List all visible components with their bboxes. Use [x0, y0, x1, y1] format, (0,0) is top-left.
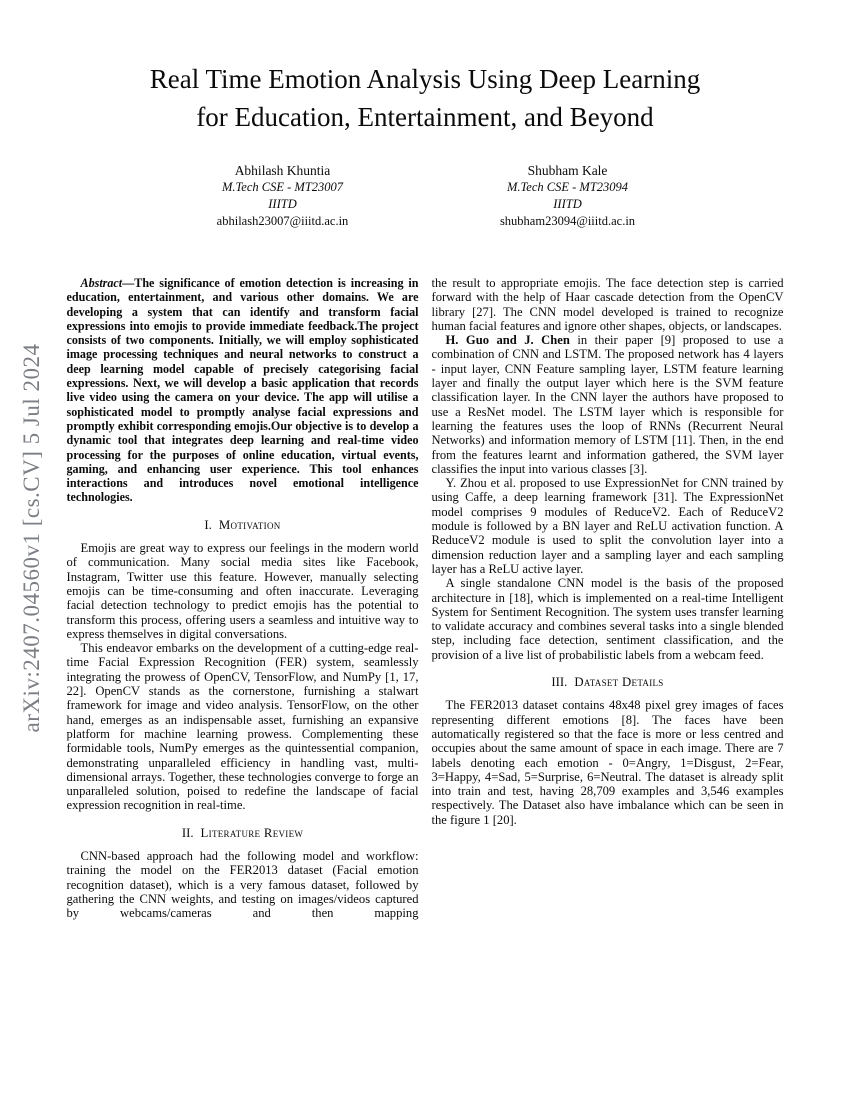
literature-paragraph-standalone: A single standalone CNN model is the basis of the proposed architecture in [18], which is implemented on a real-time Intelligent System for Sentiment Recognition. The system uses transfer learning to validate accuracy and combines several tasks into a single blended step, including face detection, sentiment classification, and the provision of a live list of probabilistic labels from a webcam feed.	[431, 576, 784, 662]
section-number: III.	[551, 675, 568, 690]
section-title: Literature Review	[200, 825, 304, 840]
author-1	[140, 162, 425, 230]
literature-guo-text: in their paper [9] proposed to use a combination of CNN and LSTM. The proposed network has 4 layers - input layer, CNN Feature sampling layer, LSTM feature learning layer and finally the output layer which here is the SVM feature classification layer. In the CNN layer the authors have proposed to use a ResNet model. The LSTM layer which is responsible for learning the features uses the loop of RNNs (Recurrent Neural Networks) and information memory of LSTM [11]. Then, in the end from the features learnt and information gathered, the SVM layer classifies the input into various classes [3].	[431, 333, 784, 476]
author-2-affiliation: IIITD	[553, 197, 582, 211]
dataset-paragraph-1: The FER2013 dataset contains 48x48 pixel grey images of faces representing different emotions [8]. The faces have been automatically registered so that the face is more or less centred and occupies about the same amount of space in each image. There are 7 labels denoting each emotion - 0=Angry, 1=Disgust, 2=Fear, 3=Happy, 4=Sad, 5=Surprise, 6=Neutral. The dataset is already split into train and test, having 28,709 examples and 3,546 examples respectively. The Dataset also have imbalance which can be seen in the figure 1 [20].	[431, 698, 784, 827]
paper-title	[0, 0, 850, 136]
author-2-name: Shubham Kale	[527, 163, 608, 178]
author-block	[0, 162, 850, 230]
section-heading-literature	[67, 826, 419, 840]
abstract-paragraph	[67, 276, 419, 505]
literature-guo-authors: H. Guo and J. Chen	[445, 333, 570, 348]
literature-paragraph-guo	[432, 333, 784, 476]
section-number: II.	[181, 825, 194, 840]
author-2-email: shubham23094@iiitd.ac.in	[499, 214, 636, 228]
arxiv-watermark: arXiv:2407.04560v1 [cs.CV] 5 Jul 2024	[19, 343, 44, 733]
right-column	[432, 276, 784, 920]
author-2	[425, 162, 710, 230]
motivation-paragraph-2: This endeavor embarks on the development of a cutting-edge real-time Facial Expression Recognition (FER) system, seamlessly integrating the prowess of OpenCV, TensorFlow, and NumPy [1, 17, 22]. OpenCV stands as the cornerstone, furnishing a stalwart framework for image and video analysis. TensorFlow, on the other hand, emerges as an indispensable asset, furnishing an expansive platform for machine learning prowess. Complementing these formidable tools, NumPy emerges as the quintessential companion, demonstrating unparalleled efficiency in handling vast, multi-dimensional arrays. Together, these technologies converge to forge an unparalleled solution, poised to redefine the landscape of facial expression recognition in real-time.	[66, 641, 419, 813]
author-1-name: Abhilash Khuntia	[234, 163, 331, 178]
left-column	[67, 276, 419, 920]
abstract-text: —The significance of emotion detection is increasing in education, entertainment, and various other domains. We are developing a system that can identify and transform facial expressions into emojis to provide immediate feedback.The project consists of two components. Initially, we will employ sophisticated image processing techniques and neural networks to construct a deep learning model capable of precisely categorising facial expressions. Next, we will develop a basic application that records live video using the camera on your device. The app will utilise a sophisticated model to promptly analyse facial expressions and promptly exhibit corresponding emojis.Our objective is to develop a dynamic tool that integrates deep learning and real-time video processing for the purposes of online education, virtual events, gaming, and enhancing user experience. This tool enhances interactions and introduces novel emotional intelligence technologies.	[66, 276, 419, 505]
author-1-affiliation: IIITD	[268, 197, 297, 211]
author-1-email: abhilash23007@iiitd.ac.in	[216, 214, 349, 228]
paper-title-line-1: Real Time Emotion Analysis Using Deep Learning	[149, 64, 701, 94]
motivation-paragraph-1: Emojis are great way to express our feelings in the modern world of communication. Many social media sites like Facebook, Instagram, Twitter use this feature. However, manually selecting emojis can be time-consuming and often inaccurate. Leveraging facial detection technology to predict emojis has the potential to transform this process, offering users a seamless and intuitive way to express themselves in digital conversations.	[66, 541, 419, 641]
author-1-program: M.Tech CSE - MT23007	[221, 180, 344, 194]
literature-paragraph-zhou: Y. Zhou et al. proposed to use ExpressionNet for CNN trained by using Caffe, a deep learning framework [31]. The ExpressionNet model comprises 9 modules of ReduceV2. Each of ReduceV2 module is followed by a BN layer and ReLU activation function. A ReduceV2 module is used to split the convolution layer into a dimension reduction layer and a sampling layer and each sampling layer has a ReLU active layer.	[431, 476, 784, 576]
section-title: Dataset Details	[574, 675, 664, 690]
author-2-program: M.Tech CSE - MT23094	[506, 180, 629, 194]
literature-paragraph-continuation: the result to appropriate emojis. The face detection step is carried forward with the help of Haar cascade detection from the OpenCV library [27]. The CNN model developed is trained to recognize human facial features and ignore other shapes, objects, or landscapes.	[431, 276, 784, 333]
section-heading-dataset	[432, 675, 784, 689]
section-number: I.	[204, 517, 212, 532]
body-columns	[0, 276, 850, 920]
literature-paragraph-left: CNN-based approach had the following model and workflow: training the model on the FER2013 dataset (Facial emotion recognition dataset), which is a very famous dataset, followed by gathering the CNN weights, and testing on images/videos captured by webcams/cameras and then mapping	[66, 848, 419, 921]
paper-title-line-2: for Education, Entertainment, and Beyond	[196, 102, 654, 132]
section-heading-motivation	[67, 518, 419, 532]
abstract-label: Abstract	[80, 276, 123, 290]
section-title: Motivation	[218, 517, 281, 532]
